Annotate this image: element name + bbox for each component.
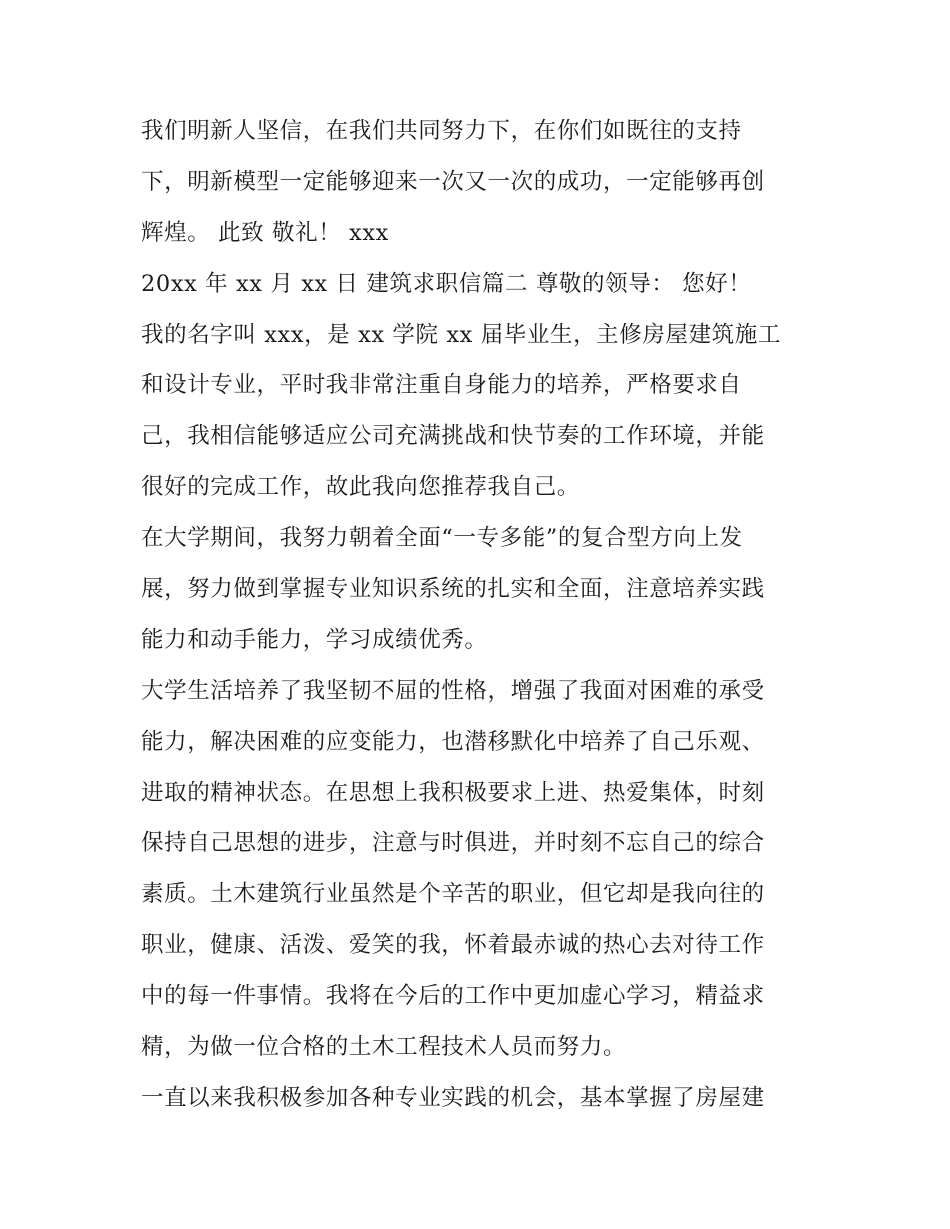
text-line: 中的每一件事情。我将在今后的工作中更加虚心学习，精益求 — [141, 983, 765, 1010]
text-line: 职业，健康、活泼、爱笑的我，怀着最赤诚的热心去对待工作 — [141, 932, 765, 959]
text-line: 大学生活培养了我坚韧不屈的性格，增强了我面对困难的承受 — [141, 677, 765, 704]
text-line: 进取的精神状态。在思想上我积极要求上进、热爱集体，时刻 — [141, 779, 765, 806]
text-line: 一直以来我积极参加各种专业实践的机会，基本掌握了房屋建 — [141, 1084, 765, 1111]
text-line: 在大学期间，我努力朝着全面“一专多能”的复合型方向上发 — [141, 525, 743, 552]
text-line: 能力，解决困难的应变能力，也潜移默化中培养了自己乐观、 — [141, 728, 765, 755]
text-line: 很好的完成工作，故此我向您推荐我自己。 — [141, 474, 580, 501]
text-line: 20xx 年 xx 月 xx 日 建筑求职信篇二 尊敬的领导： 您好！ — [141, 270, 752, 297]
text-line: 我们明新人坚信，在我们共同努力下，在你们如既往的支持 — [141, 118, 742, 144]
text-line: 保持自己思想的进步，注意与时俱进，并时刻不忘自己的综合 — [141, 830, 765, 857]
text-line: 精，为做一位合格的土木工程技术人员而努力。 — [141, 1034, 627, 1061]
text-line: 我的名字叫 xxx，是 xx 学院 xx 届毕业生，主修房屋建筑施工 — [141, 321, 781, 348]
text-line: 下，明新模型一定能够迎来一次又一次的成功，一定能够再创 — [141, 168, 765, 195]
text-line: 和设计专业，平时我非常注重自身能力的培养，严格要求自 — [141, 372, 742, 399]
document-body — [141, 106, 816, 1124]
text-line: 素质。土木建筑行业虽然是个辛苦的职业，但它却是我向往的 — [141, 881, 765, 908]
text-line: 能力和动手能力，学习成绩优秀。 — [141, 626, 488, 653]
text-line: 辉煌。 此致 敬礼！ xxx — [141, 219, 389, 246]
text-line: 己，我相信能够适应公司充满挑战和快节奏的工作环境，并能 — [141, 423, 765, 450]
text-line: 展，努力做到掌握专业知识系统的扎实和全面，注意培养实践 — [141, 576, 765, 603]
